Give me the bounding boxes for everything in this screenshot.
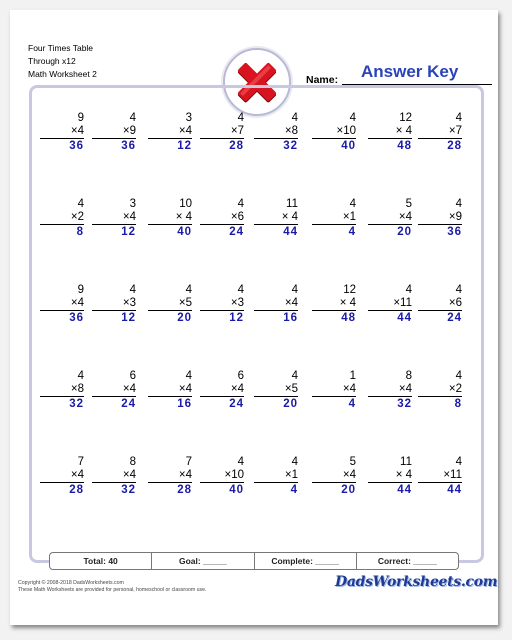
- multiplicand: 12: [343, 284, 356, 296]
- multiplicand: 8: [129, 456, 136, 468]
- multiplicand: 12: [399, 112, 412, 124]
- multiplier: × 4: [395, 469, 412, 481]
- answer: 36: [69, 312, 84, 324]
- multiplicand: 4: [129, 284, 136, 296]
- total-cell: Total: 40: [50, 553, 152, 569]
- multiplicand: 4: [455, 456, 462, 468]
- answer: 4: [348, 226, 356, 238]
- answer: 24: [121, 398, 136, 410]
- multiplicand: 3: [129, 198, 136, 210]
- multiplicand: 11: [286, 198, 298, 210]
- multiplier: ×4: [70, 125, 84, 137]
- multiplier: ×5: [178, 297, 192, 309]
- answer: 16: [283, 312, 298, 324]
- problem-card: [368, 456, 412, 497]
- problem-card: [312, 284, 356, 325]
- multiplier: × 4: [395, 125, 412, 137]
- multiplier: ×3: [122, 297, 136, 309]
- answer: 36: [69, 140, 84, 152]
- answer: 28: [229, 140, 244, 152]
- multiplicand: 6: [237, 370, 244, 382]
- problem-card: [368, 112, 412, 153]
- multiplier: ×4: [342, 383, 356, 395]
- problem-card: [148, 456, 192, 497]
- multiplicand: 9: [77, 112, 84, 124]
- answer: 8: [454, 398, 462, 410]
- multiplicand: 5: [405, 198, 412, 210]
- multiplicand: 4: [455, 370, 462, 382]
- multiplicand: 4: [455, 284, 462, 296]
- multiplier: ×4: [122, 469, 136, 481]
- answer: 20: [341, 484, 356, 496]
- answer: 12: [177, 140, 192, 152]
- multiplier: ×4: [122, 383, 136, 395]
- problem-row: [40, 198, 472, 284]
- multiplier: ×4: [284, 297, 298, 309]
- problem-card: [92, 370, 136, 411]
- answer: 20: [397, 226, 412, 238]
- problem-card: [418, 370, 462, 411]
- problem-row: [40, 112, 472, 198]
- multiplier: × 4: [175, 211, 192, 223]
- problem-card: [200, 198, 244, 239]
- multiplier: ×10: [224, 469, 244, 481]
- answer: 28: [69, 484, 84, 496]
- answer: 12: [229, 312, 244, 324]
- answer: 16: [177, 398, 192, 410]
- multiplier: ×4: [178, 469, 192, 481]
- complete-cell: Complete: _____: [255, 553, 357, 569]
- multiplicand: 4: [237, 198, 244, 210]
- title-line-3: Math Worksheet 2: [28, 69, 97, 79]
- problem-grid: [40, 112, 472, 542]
- problem-card: [148, 284, 192, 325]
- multiplier: ×9: [448, 211, 462, 223]
- multiplicand: 1: [349, 370, 356, 382]
- multiplier: ×4: [398, 383, 412, 395]
- answer: 32: [121, 484, 136, 496]
- multiplier: ×6: [230, 211, 244, 223]
- multiplier: ×1: [342, 211, 356, 223]
- title-line-2: Through x12: [28, 56, 76, 66]
- problem-card: [368, 284, 412, 325]
- answer: 24: [447, 312, 462, 324]
- problem-card: [418, 112, 462, 153]
- problem-card: [40, 370, 84, 411]
- multiplicand: 10: [179, 198, 192, 210]
- multiplier: × 4: [281, 211, 298, 223]
- multiplier: ×11: [393, 297, 412, 309]
- problem-card: [254, 370, 298, 411]
- problem-card: [40, 284, 84, 325]
- problem-card: [368, 370, 412, 411]
- multiplicand: 3: [185, 112, 192, 124]
- answer: 44: [447, 484, 462, 496]
- multiplier: ×4: [70, 469, 84, 481]
- multiplier: ×4: [178, 383, 192, 395]
- answer: 4: [348, 398, 356, 410]
- answer: 4: [290, 484, 298, 496]
- answer: 24: [229, 226, 244, 238]
- answer: 36: [447, 226, 462, 238]
- problem-card: [312, 370, 356, 411]
- answer: 32: [69, 398, 84, 410]
- copyright-line-2: These Math Worksheets are provided for personal, homeschool or classroom use.: [18, 587, 207, 593]
- multiplicand: 4: [405, 284, 412, 296]
- multiplier: ×8: [284, 125, 298, 137]
- problem-card: [418, 198, 462, 239]
- multiplier: ×8: [70, 383, 84, 395]
- multiplicand: 8: [405, 370, 412, 382]
- problem-card: [312, 456, 356, 497]
- problem-card: [418, 284, 462, 325]
- multiplicand: 4: [237, 112, 244, 124]
- multiplicand: 4: [237, 284, 244, 296]
- problem-card: [148, 198, 192, 239]
- problem-row: [40, 284, 472, 370]
- answer: 12: [121, 312, 136, 324]
- multiplier: ×3: [230, 297, 244, 309]
- score-footer: [49, 552, 459, 570]
- multiplier: ×4: [122, 211, 136, 223]
- multiplier: ×4: [178, 125, 192, 137]
- copyright-line-1: Copyright © 2008-2018 DadsWorksheets.com: [18, 580, 124, 586]
- problem-card: [312, 198, 356, 239]
- multiplier: ×10: [336, 125, 356, 137]
- problem-card: [254, 284, 298, 325]
- multiplier: ×7: [230, 125, 244, 137]
- problem-card: [40, 112, 84, 153]
- answer: 40: [177, 226, 192, 238]
- answer: 12: [121, 226, 136, 238]
- answer: 44: [397, 312, 412, 324]
- answer-key-text: Answer Key: [361, 62, 459, 81]
- answer: 44: [283, 226, 298, 238]
- multiplicand: 4: [237, 456, 244, 468]
- multiplier: ×9: [122, 125, 136, 137]
- answer: 32: [397, 398, 412, 410]
- answer: 40: [229, 484, 244, 496]
- multiplicand: 4: [349, 198, 356, 210]
- multiplicand: 4: [185, 370, 192, 382]
- multiplier: ×11: [443, 469, 462, 481]
- multiplicand: 4: [291, 112, 298, 124]
- multiplier: ×2: [448, 383, 462, 395]
- answer: 20: [283, 398, 298, 410]
- answer: 40: [341, 140, 356, 152]
- answer: 28: [447, 140, 462, 152]
- problem-card: [92, 198, 136, 239]
- problem-card: [312, 112, 356, 153]
- answer: 48: [397, 140, 412, 152]
- multiplicand: 6: [129, 370, 136, 382]
- answer: 20: [177, 312, 192, 324]
- multiplicand: 4: [455, 198, 462, 210]
- multiplier: ×2: [70, 211, 84, 223]
- multiplicand: 4: [185, 284, 192, 296]
- multiplicand: 7: [77, 456, 84, 468]
- problem-card: [92, 112, 136, 153]
- multiplicand: 4: [349, 112, 356, 124]
- problem-row: [40, 456, 472, 542]
- multiplicand: 4: [291, 284, 298, 296]
- name-label: Name:: [306, 74, 339, 86]
- multiplicand: 4: [129, 112, 136, 124]
- multiplier: ×5: [284, 383, 298, 395]
- problem-card: [200, 456, 244, 497]
- answer: 48: [341, 312, 356, 324]
- problem-card: [40, 456, 84, 497]
- multiplicand: 4: [77, 198, 84, 210]
- name-field: [306, 62, 496, 86]
- problem-card: [200, 112, 244, 153]
- copyright-notice: [18, 580, 206, 594]
- problem-card: [368, 198, 412, 239]
- problem-card: [148, 370, 192, 411]
- correct-cell: Correct: _____: [377, 556, 437, 566]
- multiplicand: 4: [455, 112, 462, 124]
- problem-card: [254, 456, 298, 497]
- problem-card: [254, 198, 298, 239]
- multiplier: ×6: [448, 297, 462, 309]
- answer: 44: [397, 484, 412, 496]
- multiplicand: 5: [349, 456, 356, 468]
- answer: 28: [177, 484, 192, 496]
- problem-card: [92, 284, 136, 325]
- problem-card: [200, 284, 244, 325]
- multiplier: ×4: [230, 383, 244, 395]
- worksheet-title-block: [28, 42, 97, 81]
- multiplier: × 4: [339, 297, 356, 309]
- goal-cell: Goal: _____: [152, 553, 254, 569]
- multiplier: ×4: [398, 211, 412, 223]
- multiplier: ×4: [342, 469, 356, 481]
- answer: 24: [229, 398, 244, 410]
- answer: 36: [121, 140, 136, 152]
- multiplicand: 11: [400, 456, 412, 468]
- problem-row: [40, 370, 472, 456]
- problem-card: [92, 456, 136, 497]
- multiplicand: 7: [185, 456, 192, 468]
- multiplicand: 4: [291, 370, 298, 382]
- problem-card: [418, 456, 462, 497]
- multiplier: ×7: [448, 125, 462, 137]
- multiplicand: 4: [77, 370, 84, 382]
- problem-card: [40, 198, 84, 239]
- multiplicand: 4: [291, 456, 298, 468]
- problem-card: [254, 112, 298, 153]
- site-logo: DadsWorksheets.com: [335, 574, 498, 590]
- multiplier: ×4: [70, 297, 84, 309]
- multiplicand: 9: [77, 284, 84, 296]
- problem-card: [148, 112, 192, 153]
- answer: 8: [76, 226, 84, 238]
- answer: 32: [283, 140, 298, 152]
- title-line-1: Four Times Table: [28, 43, 94, 53]
- multiplier: ×1: [284, 469, 298, 481]
- problem-card: [200, 370, 244, 411]
